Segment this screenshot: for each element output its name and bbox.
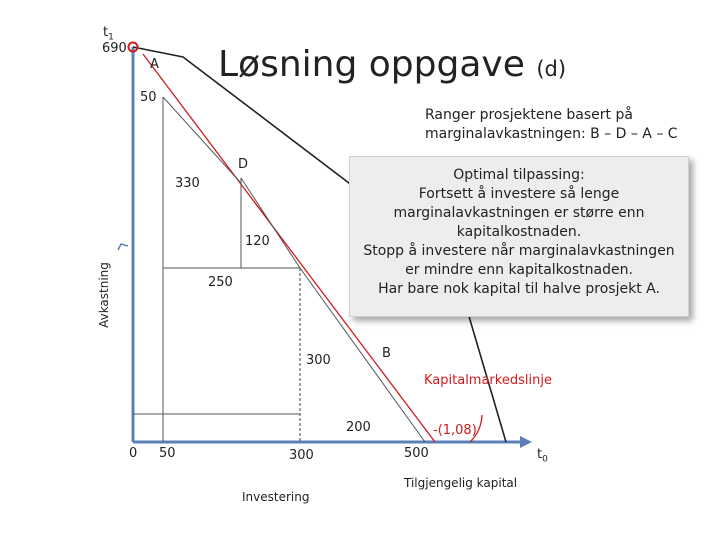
info-line: marginalavkastningen er større enn <box>393 205 645 221</box>
project-a-label: A <box>150 57 159 72</box>
x-axis-arrow <box>520 436 532 448</box>
info-line: Har bare nok kapital til halve prosjekt A. <box>378 281 660 297</box>
origin-label: 0 <box>129 446 138 461</box>
value-330: 330 <box>175 176 200 191</box>
y-axis-top-label: $t_1$ <box>103 25 114 43</box>
x-axis-end-label: $t_0$ <box>537 447 548 465</box>
x-label-investering: Investering <box>242 490 310 504</box>
info-line: er mindre enn kapitalkostnaden. <box>405 262 633 278</box>
value-300: 300 <box>306 353 331 368</box>
x-label-tilgjengelig-kapital: Tilgjengelig kapital <box>404 476 518 490</box>
info-line: Fortsett å investere så lenge <box>418 186 620 202</box>
y-axis-break <box>118 244 128 250</box>
y-axis-top-value: 690 <box>102 41 127 56</box>
boundary-d <box>241 178 300 268</box>
capital-market-line-label: Kapitalmarkedslinje <box>424 373 552 388</box>
ranking-text: Ranger prosjektene basert på marginalavkastningen: B – D – A – C <box>425 107 678 142</box>
info-line: kapitalkostnaden. <box>456 224 582 240</box>
tick-50: 50 <box>159 446 176 461</box>
info-line: Optimal tilpassing: <box>453 167 585 183</box>
info-line: Stopp å investere når marginalavkastningen <box>363 243 675 259</box>
boundary-a <box>163 97 240 182</box>
market-line-slope-label: -(1,08) <box>433 423 477 438</box>
value-120: 120 <box>245 234 270 249</box>
y-axis-label: Avkastning <box>96 262 111 328</box>
tick-300: 300 <box>289 448 314 463</box>
project-b-label: B <box>382 346 391 361</box>
project-d-label: D <box>238 157 249 172</box>
value-50: 50 <box>140 90 157 105</box>
tick-500: 500 <box>404 446 429 461</box>
value-200: 200 <box>346 420 371 435</box>
page-title: Løsning oppgave (d) <box>218 44 567 85</box>
optimal-adjustment-box <box>349 156 689 317</box>
value-250: 250 <box>208 275 233 290</box>
